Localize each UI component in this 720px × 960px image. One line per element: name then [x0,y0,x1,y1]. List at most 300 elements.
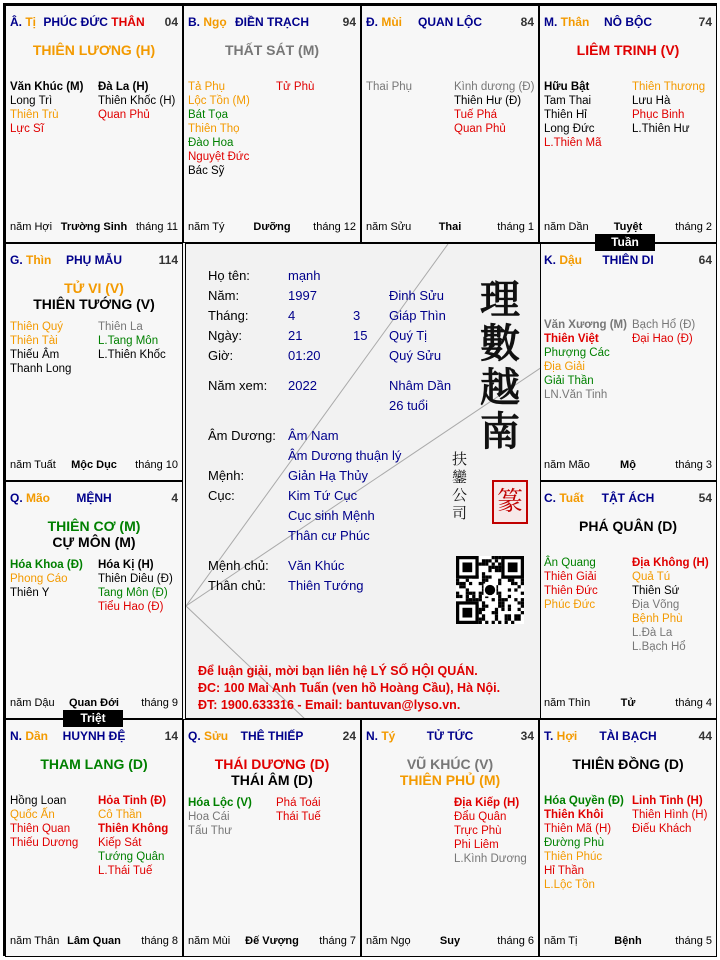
palace-dan[interactable] [5,719,183,957]
palace-header [366,729,534,745]
chi-label: Ngọ [203,15,227,29]
main-stars [8,42,180,58]
minor-star: L.Thái Tuế [98,865,153,877]
minor-star: Thiếu Dương [10,837,79,849]
footer-month: tháng 9 [141,697,178,709]
seal-small-text [452,450,470,522]
minor-star: Thiên Trù [10,109,59,121]
main-star: VŨ KHÚC (V) [406,756,494,772]
minor-star: Thiên Sứ [632,585,680,597]
minor-star: L.Bạch Hổ [632,641,686,653]
palace-age: 4 [171,491,178,505]
minor-stars-right [98,80,175,122]
gio-value: 01:20 [288,348,321,363]
minor-star: L.Kình Dương [454,853,527,865]
ngay-label: Ngày: [208,328,242,343]
minor-star: Văn Khúc (M) [10,81,84,93]
minor-stars-left [10,320,71,376]
minor-star: Bác Sỹ [188,165,225,177]
cuc-value: Kim Tứ Cục [288,488,358,503]
minor-star: Thiên La [98,321,143,333]
minor-star: Tả Phụ [188,81,226,93]
palace-ngo[interactable] [183,5,361,243]
palace-name: HUYNH ĐỆ [62,729,126,743]
qr-code-icon [456,556,524,624]
minor-star: Thiên Không [98,823,169,835]
minor-star: Thai Phụ [366,81,413,93]
main-stars [364,756,536,788]
minor-star: Nguyệt Đức [188,151,250,163]
minor-star: Linh Tinh (H) [632,795,703,807]
minor-star: L.Thiên Mã [544,137,602,149]
minor-star: Thiên Thọ [188,123,240,135]
main-star: THẤT SÁT (M) [224,42,320,58]
minor-stars-right [632,794,707,836]
calligraphy-char: 越 [480,364,520,411]
can-label: Â. [10,15,26,29]
minor-stars-left [188,80,250,178]
footer-trang-sinh: Tử [620,697,636,709]
minor-star: L.Thiên Khốc [98,349,166,361]
palace-than[interactable] [539,5,717,243]
palace-header [10,729,178,745]
tuan-tag: Tuần [595,234,655,251]
seal-char: 公 [452,486,468,504]
chi-label: Tý [381,729,396,743]
main-star: THIÊN LƯƠNG (H) [32,42,156,58]
footer-year: năm Tý [188,221,225,233]
minor-star: Ân Quang [544,557,596,569]
footer-year: năm Tuất [10,459,56,471]
am-duong-ly: Âm Dương thuận lý [288,448,402,463]
nam-label: Năm: [208,288,240,303]
palace-header [366,15,534,31]
minor-stars-right [632,318,695,346]
minor-star: Bát Tọa [188,109,229,121]
minor-star: Địa Võng [632,599,680,611]
minor-star: Thiên Y [10,587,50,599]
minor-star: Tướng Quân [98,851,165,863]
nam-xem-can-chi: Nhâm Dần [389,378,452,393]
minor-star: Thiên Thương [632,81,706,93]
main-star: THIÊN ĐỒNG (D) [572,756,684,772]
tuoi-value: 26 tuổi [389,398,429,413]
palace-age: 04 [164,15,178,29]
palace-footer [10,697,178,711]
footer-trang-sinh: Mộ [620,459,636,471]
palace-name: TÀI BẠCH [599,729,657,743]
minor-star: Giải Thần [544,375,594,387]
main-stars [8,518,180,550]
footer-month: tháng 5 [675,935,712,947]
minor-star: Tang Môn (Đ) [98,587,168,599]
minor-star: Thiên Hình (H) [632,809,708,821]
chi-label: Mùi [381,15,403,29]
calligraphy-char: 數 [480,320,520,367]
minor-stars-right [632,80,705,136]
palace-footer [10,221,178,235]
palace-ty[interactable] [5,5,183,243]
minor-star: Long Trì [10,95,53,107]
main-stars [542,756,714,772]
minor-star: Tấu Thư [188,825,232,837]
main-star: PHÁ QUÂN (D) [579,518,677,534]
can-label: T. [544,729,557,743]
palace-age: 74 [698,15,712,29]
minor-stars-left [544,318,627,402]
main-stars [8,280,180,312]
minor-star: Lộc Tồn (M) [188,95,250,107]
minor-star: Phá Toái [276,797,321,809]
am-duong-value: Âm Nam [288,428,339,443]
footer-year: năm Sửu [366,221,412,233]
minor-star: Phượng Các [544,347,610,359]
minor-stars-left [188,796,252,838]
palace-name: NÔ BỘC [604,15,652,29]
menh-label: Mệnh: [208,468,245,483]
minor-star: Tiểu Hao (Đ) [98,601,164,613]
footer-trang-sinh: Lâm Quan [67,935,121,947]
nam-value: 1997 [288,288,317,303]
nam-xem-label: Năm xem: [208,378,268,393]
minor-star: Thiên Quý [10,321,64,333]
footer-month: tháng 12 [313,221,356,233]
palace-footer [10,935,178,949]
minor-stars-left [366,80,412,94]
palace-dau[interactable] [539,243,717,481]
palace-header [544,15,712,31]
minor-star: Thiên Khốc (H) [98,95,176,107]
palace-ti[interactable] [361,719,539,957]
minor-star: Quốc Ấn [10,809,55,821]
main-star: THAM LANG (D) [40,756,148,772]
ngay-am: 15 [353,328,368,343]
minor-star: Bệnh Phù [632,613,683,625]
palace-name: PHÚC ĐỨC THÂN [43,15,145,29]
minor-star: L.Lộc Tồn [544,879,595,891]
than-cu: Thân cư Phúc [288,528,370,543]
can-label: K. [544,253,560,267]
calligraphy-char: 南 [480,408,520,455]
footer-trang-sinh: Quan Đới [69,697,119,709]
minor-star: Thái Tuế [276,811,321,823]
than-chu-label: Thân chủ: [208,578,266,593]
palace-name: PHỤ MẪU [66,253,122,267]
palace-header [10,15,178,31]
minor-star: Địa Kiếp (H) [454,797,520,809]
main-star: THIÊN TƯỚNG (V) [33,296,155,312]
menh-chu-value: Văn Khúc [288,558,345,573]
footer-year: năm Ngọ [366,935,411,947]
footer-month: tháng 6 [497,935,534,947]
minor-star: Thiên Việt [544,333,599,345]
can-label: Q. [188,729,205,743]
minor-star: Văn Xương (M) [544,319,627,331]
palace-name: THIÊN DI [602,253,654,267]
gio-can-chi: Quý Sửu [389,348,442,363]
minor-star: Hỏa Tinh (Đ) [98,795,167,807]
than-chu-value: Thiên Tướng [288,578,364,593]
minor-stars-left [10,558,83,600]
footer-year: năm Thìn [544,697,591,709]
minor-star: Phục Binh [632,109,685,121]
palace-hoi[interactable] [539,719,717,957]
palace-mao[interactable] [5,481,183,719]
minor-star: Hữu Bật [544,81,590,93]
minor-star: Kình dương (Đ) [454,81,535,93]
minor-star: Hóa Quyền (Đ) [544,795,624,807]
than-marker: THÂN [107,15,145,29]
palace-header [544,253,712,269]
palace-age: 44 [698,729,712,743]
menh-value: Giản Hạ Thủy [288,468,368,483]
palace-age: 84 [520,15,534,29]
palace-header [10,491,178,507]
minor-star: Thanh Long [10,363,72,375]
footer-month: tháng 1 [497,221,534,233]
main-stars [542,42,714,58]
footer-trang-sinh: Đế Vượng [245,935,299,947]
minor-stars-left [544,80,602,150]
minor-star: Đường Phù [544,837,604,849]
minor-star: Hóa Kị (H) [98,559,154,571]
am-duong-label: Âm Dương: [208,428,276,443]
minor-star: Thiên Quan [10,823,71,835]
cuc-sinh: Cục sinh Mệnh [288,508,375,523]
main-stars [186,42,358,58]
footer-month: tháng 2 [675,221,712,233]
footer-trang-sinh: Dưỡng [253,221,291,233]
can-label: N. [10,729,26,743]
can-label: M. [544,15,561,29]
palace-name: THÊ THIẾP [240,729,304,743]
minor-stars-right [98,794,168,878]
footer-year: năm Tị [544,935,578,947]
main-star: THÁI ÂM (D) [231,772,313,788]
minor-star: Thiên Giải [544,571,597,583]
minor-star: Thiên Hỉ [544,109,587,121]
minor-star: Bạch Hổ (Đ) [632,319,696,331]
footer-year: năm Thân [10,935,60,947]
minor-star: Trực Phù [454,825,502,837]
chi-label: Hợi [556,729,578,743]
main-star: CỰ MÔN (M) [52,534,136,550]
main-stars [8,756,180,772]
footer-month: tháng 8 [141,935,178,947]
footer-month: tháng 3 [675,459,712,471]
red-seal: 篆 [492,480,528,524]
minor-star: Kiếp Sát [98,837,142,849]
minor-stars-right [454,80,534,136]
minor-star: Đẩu Quân [454,811,507,823]
palace-name: MỆNH [76,491,112,505]
minor-star: L.Tang Môn [98,335,159,347]
minor-star: Quả Tú [632,571,671,583]
minor-star: Thiên Diêu (Đ) [98,573,173,585]
footer-trang-sinh: Suy [439,935,461,947]
minor-star: Đà La (H) [98,81,149,93]
contact-line-3: ĐT: 1900.633316 - Email: bantuvan@lyso.vn. [198,698,461,712]
minor-star: Đào Hoa [188,137,234,149]
palace-footer [188,221,356,235]
contact-line-1: Để luận giải, mời bạn liên hệ LÝ SỐ HỘI QUÁN. [198,664,478,678]
palace-age: 54 [698,491,712,505]
ho-ten-label: Họ tên: [208,268,250,283]
ngay-duong: 21 [288,328,303,343]
palace-mui[interactable] [361,5,539,243]
minor-star: Hỉ Thần [544,865,585,877]
footer-month: tháng 10 [135,459,178,471]
minor-star: L.Đà La [632,627,673,639]
footer-trang-sinh: Bệnh [614,935,642,947]
center-info [185,243,541,719]
footer-month: tháng 4 [675,697,712,709]
minor-stars-right [98,558,173,614]
minor-star: Quan Phủ [454,123,506,135]
chi-label: Sửu [204,729,229,743]
chi-label: Thìn [26,253,52,267]
palace-header [544,729,712,745]
palace-age: 34 [520,729,534,743]
palace-age: 14 [164,729,178,743]
main-star: THIÊN PHỦ (M) [399,772,501,788]
footer-year: năm Hợi [10,221,53,233]
chi-label: Dần [25,729,49,743]
footer-year: năm Mão [544,459,590,471]
palace-footer [366,221,534,235]
minor-star: Thiên Khôi [544,809,604,821]
chi-label: Mão [26,491,51,505]
can-label: B. [188,15,204,29]
minor-stars-left [10,80,83,136]
main-star: THÁI DƯƠNG (D) [214,756,330,772]
palace-footer [10,459,178,473]
minor-star: Cô Thần [98,809,142,821]
palace-age: 24 [342,729,356,743]
minor-star: Hóa Khoa (Đ) [10,559,83,571]
palace-footer [188,935,356,949]
main-star: THIÊN CƠ (M) [47,518,141,534]
minor-star: Điếu Khách [632,823,692,835]
minor-star: Địa Không (H) [632,557,709,569]
footer-trang-sinh: Thai [438,221,462,233]
nam-xem-value: 2022 [288,378,317,393]
tuvi-chart [3,3,717,956]
minor-star: Phong Cáo [10,573,68,585]
palace-age: 94 [342,15,356,29]
calligraphy-logo [480,278,524,454]
seal-char: 司 [452,504,468,522]
footer-trang-sinh: Trường Sinh [60,221,128,233]
footer-month: tháng 7 [319,935,356,947]
minor-star: Thiên Tài [10,335,58,347]
chi-label: Thân [560,15,590,29]
palace-suu[interactable] [183,719,361,957]
minor-star: Địa Giải [544,361,585,373]
minor-star: Đại Hao (Đ) [632,333,693,345]
chi-label: Tuất [559,491,584,505]
triet-tag: Triệt [63,710,123,727]
palace-footer [544,221,712,235]
can-label: C. [544,491,560,505]
palace-footer [544,935,712,949]
thang-am: 3 [353,308,361,323]
minor-star: Thiếu Âm [10,349,60,361]
main-star: LIÊM TRINH (V) [576,42,680,58]
palace-footer [544,697,712,711]
can-label: Đ. [366,15,382,29]
palace-name: QUAN LỘC [418,15,482,29]
can-label: Q. [10,491,27,505]
chi-label: Tị [25,15,37,29]
minor-star: Thiên Phúc [544,851,603,863]
minor-star: Thiên Hư (Đ) [454,95,522,107]
minor-star: Thiên Mã (H) [544,823,612,835]
minor-star: LN.Văn Tinh [544,389,608,401]
minor-star: Lưu Hà [632,95,671,107]
minor-star: Thiên Đức [544,585,598,597]
palace-name: TẬT ÁCH [601,491,655,505]
can-label: G. [10,253,27,267]
minor-star: Lực Sĩ [10,123,44,135]
cuc-label: Cục: [208,488,235,503]
ho-ten-value: mạnh [288,268,321,283]
minor-stars-left [10,794,78,850]
minor-stars-right [276,796,321,824]
menh-chu-label: Mệnh chủ: [208,558,269,573]
contact-line-2: ĐC: 100 Mai Anh Tuấn (ven hồ Hoàng Cầu), Hà Nội. [198,681,501,695]
palace-name: TỬ TỨC [426,729,474,743]
minor-star: Hồng Loan [10,795,67,807]
palace-age: 64 [698,253,712,267]
minor-star: Hóa Lộc (V) [188,797,252,809]
palace-footer [544,459,712,473]
footer-trang-sinh: Tuyệt [613,221,643,233]
minor-star: Long Đức [544,123,595,135]
palace-footer [366,935,534,949]
minor-star: Tuế Phá [454,109,498,121]
palace-tuat[interactable] [539,481,717,719]
minor-star: Tử Phù [276,81,315,93]
nam-can-chi: Đinh Sửu [389,288,444,303]
seal-char: 鑾 [452,468,468,486]
minor-star: Hoa Cái [188,811,230,823]
seal-char: 扶 [452,450,468,468]
main-stars [186,756,358,788]
minor-stars-left [544,794,624,892]
thang-label: Tháng: [208,308,249,323]
ngay-can-chi: Quý Tị [389,328,428,343]
minor-star: Phi Liêm [454,839,499,851]
calligraphy-char: 理 [480,276,520,323]
palace-header [544,491,712,507]
palace-thin[interactable] [5,243,183,481]
footer-month: tháng 11 [135,221,178,233]
chi-label: Dậu [559,253,583,267]
minor-star: Quan Phủ [98,109,150,121]
palace-header [188,15,356,31]
minor-stars-right [454,796,527,866]
main-star: TỬ VI (V) [64,280,124,296]
minor-stars-right [632,556,709,654]
gio-label: Giờ: [208,348,234,363]
footer-year: năm Dậu [10,697,55,709]
footer-year: năm Mùi [188,935,231,947]
palace-header [10,253,178,269]
palace-age: 114 [158,253,178,267]
minor-star: L.Thiên Hư [632,123,690,135]
minor-stars-left [544,556,598,612]
